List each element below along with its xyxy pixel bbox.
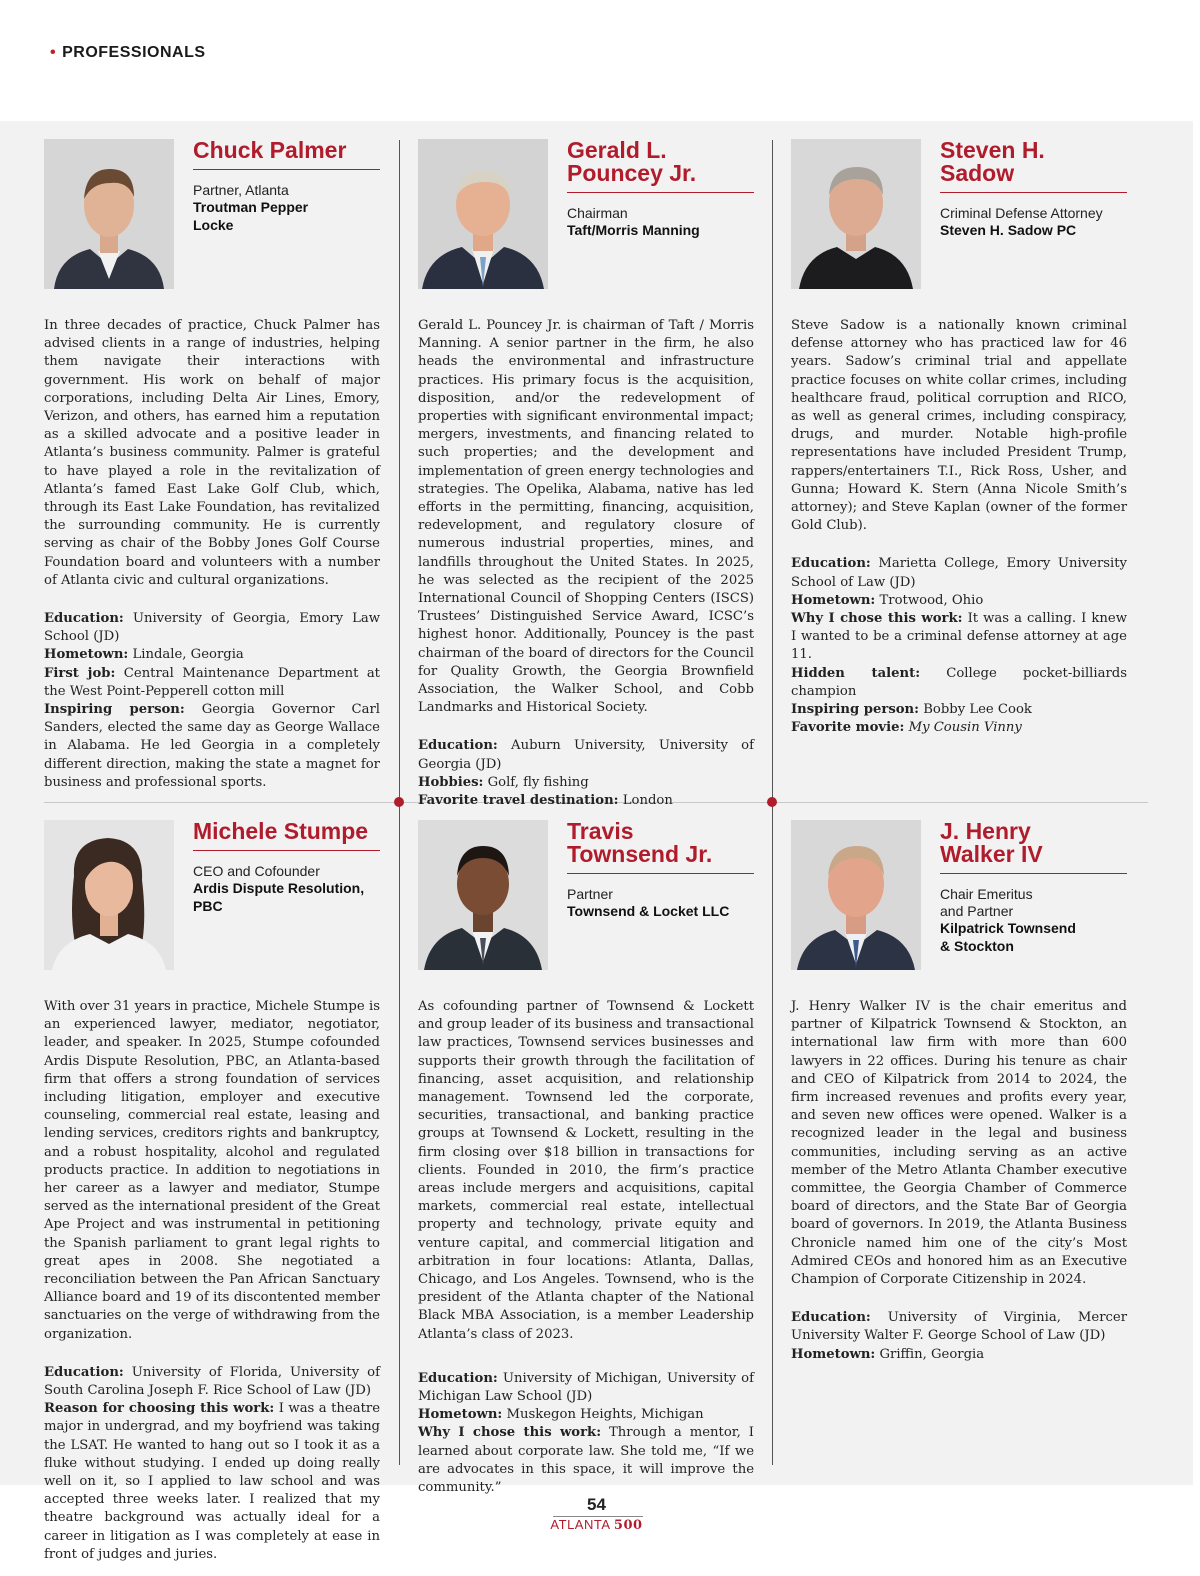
person-silhouette-icon (791, 820, 921, 970)
profile-bio: J. Henry Walker IV is the chair emeritus and partner of Kilpatrick Townsend & Stockton, an international law firm with more than 600 lawyers in 22 offices. During his tenure as chair and CEO of Kilpatrick from 2014 to 2024, the firm increased revenues and profits every year, and seven new offices were opened. Walker is a recognized leader in the legal and business communities, including serving as an active member of the Metro Atlanta Chamber executive committee, the Georgia Chamber of Commerce board of directors, and the State Bar of Georgia board of governors. In 2019, the Atlanta Business Chronicle named him one of the city’s Most Admired CEOs and honored him as an Executive Champion of Corporate Citizenship in 2024. (791, 999, 1127, 1288)
fact-value: Auburn University, University of Georgia (JD) (418, 738, 754, 772)
fact-label: Favorite travel destination: (418, 793, 619, 809)
headshot-photo (44, 139, 174, 289)
divider-joint-dot (767, 797, 777, 807)
section-title: PROFESSIONALS (62, 44, 206, 61)
fact-item (791, 610, 1127, 665)
divider-joint-dot (394, 797, 404, 807)
fact-value: University of Georgia, Emory Law School (JD) (44, 611, 380, 645)
fact-value: Marietta College, Emory University School of Law (JD) (791, 556, 1127, 590)
headshot-photo (791, 820, 921, 970)
brand-number: 500 (613, 1518, 643, 1533)
fact-value: Muskegon Heights, Michigan (506, 1407, 704, 1423)
fact-label: Education: (44, 611, 124, 627)
profile-header (567, 139, 754, 240)
fact-label: Education: (44, 1364, 124, 1380)
fact-item (418, 737, 754, 773)
profile-firm: Taft/Morris Manning (567, 222, 700, 238)
profile-bio-block (791, 317, 1127, 737)
profile-bio-block (791, 998, 1127, 1364)
fact-item (44, 646, 380, 664)
fact-value: Bobby Lee Cook (923, 702, 1032, 718)
fact-item (418, 792, 754, 810)
profile-firm: Kilpatrick Townsend & Stockton (940, 920, 1076, 954)
profile-facts (44, 610, 380, 792)
fact-item (791, 665, 1127, 701)
profile-bio: In three decades of practice, Chuck Palmer has advised clients in a range of industries, helping them navigate their interactions with government. His work on behalf of major corporations, including Delta Air Lines, Emory, Verizon, and others, has earned him a reputation as a skilled advocate and a positive leader in Atlanta’s business community. Palmer is grateful to have played a role in the revitalization of Atlanta’s famed East Lake Golf Club, which, through its East Lake Foundation, has revitalized the surrounding community. He is currently serving as chair of the Bobby Jones Golf Course Foundation board and volunteers with a number of Atlanta civic and cultural organizations. (44, 318, 380, 588)
profile-bio: Gerald L. Pouncey Jr. is chairman of Taft / Morris Manning. A senior partner in the firm, he also heads the environmental and infrastructure practices. His primary focus is the acquisition, disposition, and/or the redevelopment of properties with significant environmental impact; mergers, investments, and financing related to such properties; and the development and implementation of green energy technologies and strategies. The Opelika, Alabama, native has led efforts in the permitting, financing, acquisition, redevelopment, and regulatory closure of numerous industrial properties, mines, and landfills throughout the United States. In 2025, he was selected as the recipient of the 2025 International Council of Shopping Centers (ISCS) Trustees’ Distinguished Service Award, ICSC’s highest honor. Additionally, Pouncey is the past chairman of the board of directors for the Council for Quality Growth, the Georgia Brownfield Association, the Walker School, and Cobb Landmarks and Historical Society. (418, 318, 754, 716)
fact-label: Hometown: (791, 1346, 876, 1362)
fact-value: University of Michigan, University of Michigan Law School (JD) (418, 1370, 754, 1405)
fact-item (44, 665, 380, 701)
fact-value: Lindale, Georgia (132, 647, 244, 663)
fact-label: Inspiring person: (44, 702, 185, 718)
fact-item (44, 701, 380, 792)
profile-name: Steven H. Sadow (940, 139, 1127, 193)
headshot-photo (44, 820, 174, 970)
profile-bio: As cofounding partner of Townsend & Lockett and group leader of its business and transactional law practices, Townsend services businesses and supports their growth through the facilitation of financing, asset acquisition, and relationship management. Townsend led the corporate, securities, transactional, and banking practice groups at Townsend & Lockett, resulting in the firm closing over $18 billion in transactions for clients. Founded in 2010, the firm’s practice areas include mergers and acquisitions, capital markets, commercial real estate, intellectual property and technology, private equity and venture capital, and commercial litigation and arbitration in four locations: Atlanta, Dallas, Chicago, and Los Angeles. Townsend, who is the president of the Atlanta chapter of the National Black MBA Association, is a member Leadership Atlanta’s class of 2023. (418, 999, 754, 1342)
fact-item (418, 1406, 754, 1424)
profile-firm: Townsend & Locket LLC (567, 903, 730, 919)
fact-label: Favorite movie: (791, 720, 905, 736)
fact-item (44, 1400, 380, 1564)
headshot-photo (791, 139, 921, 289)
fact-value: College pocket-billiards champion (791, 665, 1127, 699)
fact-value: University of Virginia, Mercer University Walter F. George School of Law (JD) (791, 1310, 1127, 1344)
profile-facts (791, 555, 1127, 737)
profile-header (567, 820, 754, 921)
profile-name: Travis Townsend Jr. (567, 820, 754, 874)
profile-role: Partner, Atlanta (193, 182, 289, 198)
fact-item (791, 1346, 1127, 1364)
fact-value: I was a theatre major in undergrad, and my boyfriend was taking the LSAT. He wanted to hang out so I took it as a fluke without studying. I ended up doing really well on it, so I applied to law school and was accepted three weeks later. I realized that my theatre background was actually ideal for a career in litigation as I was completely at ease in front of judges and juries. (44, 1401, 380, 1562)
fact-label: Reason for choosing this work: (44, 1401, 275, 1417)
fact-label: Education: (791, 1310, 871, 1326)
fact-label: Why I chose this work: (791, 611, 963, 627)
fact-item (418, 774, 754, 792)
fact-item (418, 1424, 754, 1497)
headshot-photo (418, 820, 548, 970)
profile-name: Michele Stumpe (193, 820, 380, 851)
fact-item (791, 719, 1127, 737)
profile-bio: With over 31 years in practice, Michele Stumpe is an experienced lawyer, mediator, negotiator, leader, and speaker. In 2025, Stumpe cofounded Ardis Dispute Resolution, PBC, an Atlanta-based firm that offers a strong foundation of services including litigation, employer and executive counseling, commercial real estate, leasing and lending services, creditors rights and bankruptcy, and a robust hospitality, alcohol and regulated products practice. In addition to negotiations in her career as a lawyer and mediator, Stumpe served as the international president of the Great Ape Project and was instrumental in petitioning the Spanish parliament to grant legal rights to great apes in 2008. She negotiated a reconciliation between the Pan African Sanctuary Alliance board and 19 of its discontented member sanctuaries on the verge of withdrawing from the organization. (44, 999, 380, 1342)
fact-item (791, 701, 1127, 719)
fact-label: Education: (418, 1370, 498, 1386)
profile-role: Partner (567, 886, 613, 902)
person-silhouette-icon (791, 139, 921, 289)
profile-role: CEO and Cofounder (193, 863, 320, 879)
fact-item (418, 1370, 754, 1406)
bullet-dot-icon: • (50, 44, 57, 61)
fact-value: Central Maintenance Department at the West Point-Pepperell cotton mill (44, 665, 380, 699)
fact-item (791, 592, 1127, 610)
profile-name: Chuck Palmer (193, 139, 380, 170)
profile-bio-block (418, 317, 754, 810)
profile-role: Chairman (567, 205, 628, 221)
fact-item (44, 610, 380, 646)
fact-value: London (622, 793, 673, 809)
fact-label: Why I chose this work: (418, 1425, 602, 1441)
page-number: 54 (587, 1495, 606, 1514)
fact-value: Golf, fly fishing (487, 774, 589, 790)
profile-header (193, 820, 380, 915)
footer-brand (0, 1517, 1193, 1533)
profile-bio: Steve Sadow is a nationally known criminal defense attorney who has practiced law for 46 years. Sadow’s criminal trial and appellate practice focuses on white collar crimes, including healthcare fraud, political corruption and RICO, as well as general crimes, including conspiracy, drugs, and murder. Notable high-profile representations have included President Trump, rappers/entertainers T.I., Rick Ross, Usher, and Gunna; Howard K. Stern (Anna Nicole Smith’s attorney); and Steve Kaplan (owner of the former Gold Club). (791, 318, 1127, 534)
person-silhouette-icon (418, 139, 548, 289)
profile-name: Gerald L. Pouncey Jr. (567, 139, 754, 193)
profile-header (940, 820, 1127, 955)
section-header (50, 44, 206, 62)
fact-label: Hometown: (418, 1407, 503, 1423)
fact-item (791, 1309, 1127, 1345)
fact-label: Hometown: (44, 647, 129, 663)
profile-bio-block (418, 998, 754, 1497)
fact-label: First job: (44, 665, 116, 681)
fact-value: Griffin, Georgia (879, 1346, 985, 1362)
fact-label: Hobbies: (418, 774, 484, 790)
profile-firm: Steven H. Sadow PC (940, 222, 1077, 238)
profile-firm: Troutman Pepper Locke (193, 199, 309, 233)
fact-label: Hometown: (791, 592, 876, 608)
fact-label: Hidden talent: (791, 665, 921, 681)
person-silhouette-icon (44, 139, 174, 289)
headshot-photo (418, 139, 548, 289)
profile-header (193, 139, 380, 234)
profile-role: Criminal Defense Attorney (940, 205, 1103, 221)
profile-facts (418, 1370, 754, 1497)
fact-label: Education: (791, 556, 871, 572)
fact-value: University of Florida, University of South Carolina Joseph F. Rice School of Law (JD) (44, 1364, 380, 1399)
profile-firm: Ardis Dispute Resolution, PBC (193, 880, 365, 914)
brand-word: ATLANTA (550, 1517, 610, 1532)
fact-item (44, 1364, 380, 1400)
fact-value: Georgia Governor Carl Sanders, elected the same day as George Wallace in Alabama. He led Georgia in a completely different direction, making the state a magnet for business and professional sports. (44, 702, 381, 790)
profile-name: J. Henry Walker IV (940, 820, 1127, 874)
person-silhouette-icon (418, 820, 548, 970)
person-silhouette-icon (44, 820, 174, 970)
profile-facts (791, 1309, 1127, 1364)
fact-value: It was a calling. I knew I wanted to be a criminal defense attorney at age 11. (791, 611, 1127, 663)
fact-value: My Cousin Vinny (908, 720, 1022, 736)
profile-facts (44, 1364, 380, 1564)
profile-bio-block (44, 998, 380, 1564)
profile-header (940, 139, 1127, 240)
profile-role: Chair Emeritus and Partner (940, 886, 1033, 919)
profile-facts (418, 737, 754, 810)
fact-label: Inspiring person: (791, 702, 920, 718)
fact-item (791, 555, 1127, 591)
profile-bio-block (44, 317, 380, 792)
fact-value: Through a mentor, I learned about corporate law. She told me, “If we are advocates in this space, it will improve the community.” (418, 1425, 754, 1496)
fact-value: Trotwood, Ohio (879, 592, 984, 608)
fact-label: Education: (418, 738, 498, 754)
